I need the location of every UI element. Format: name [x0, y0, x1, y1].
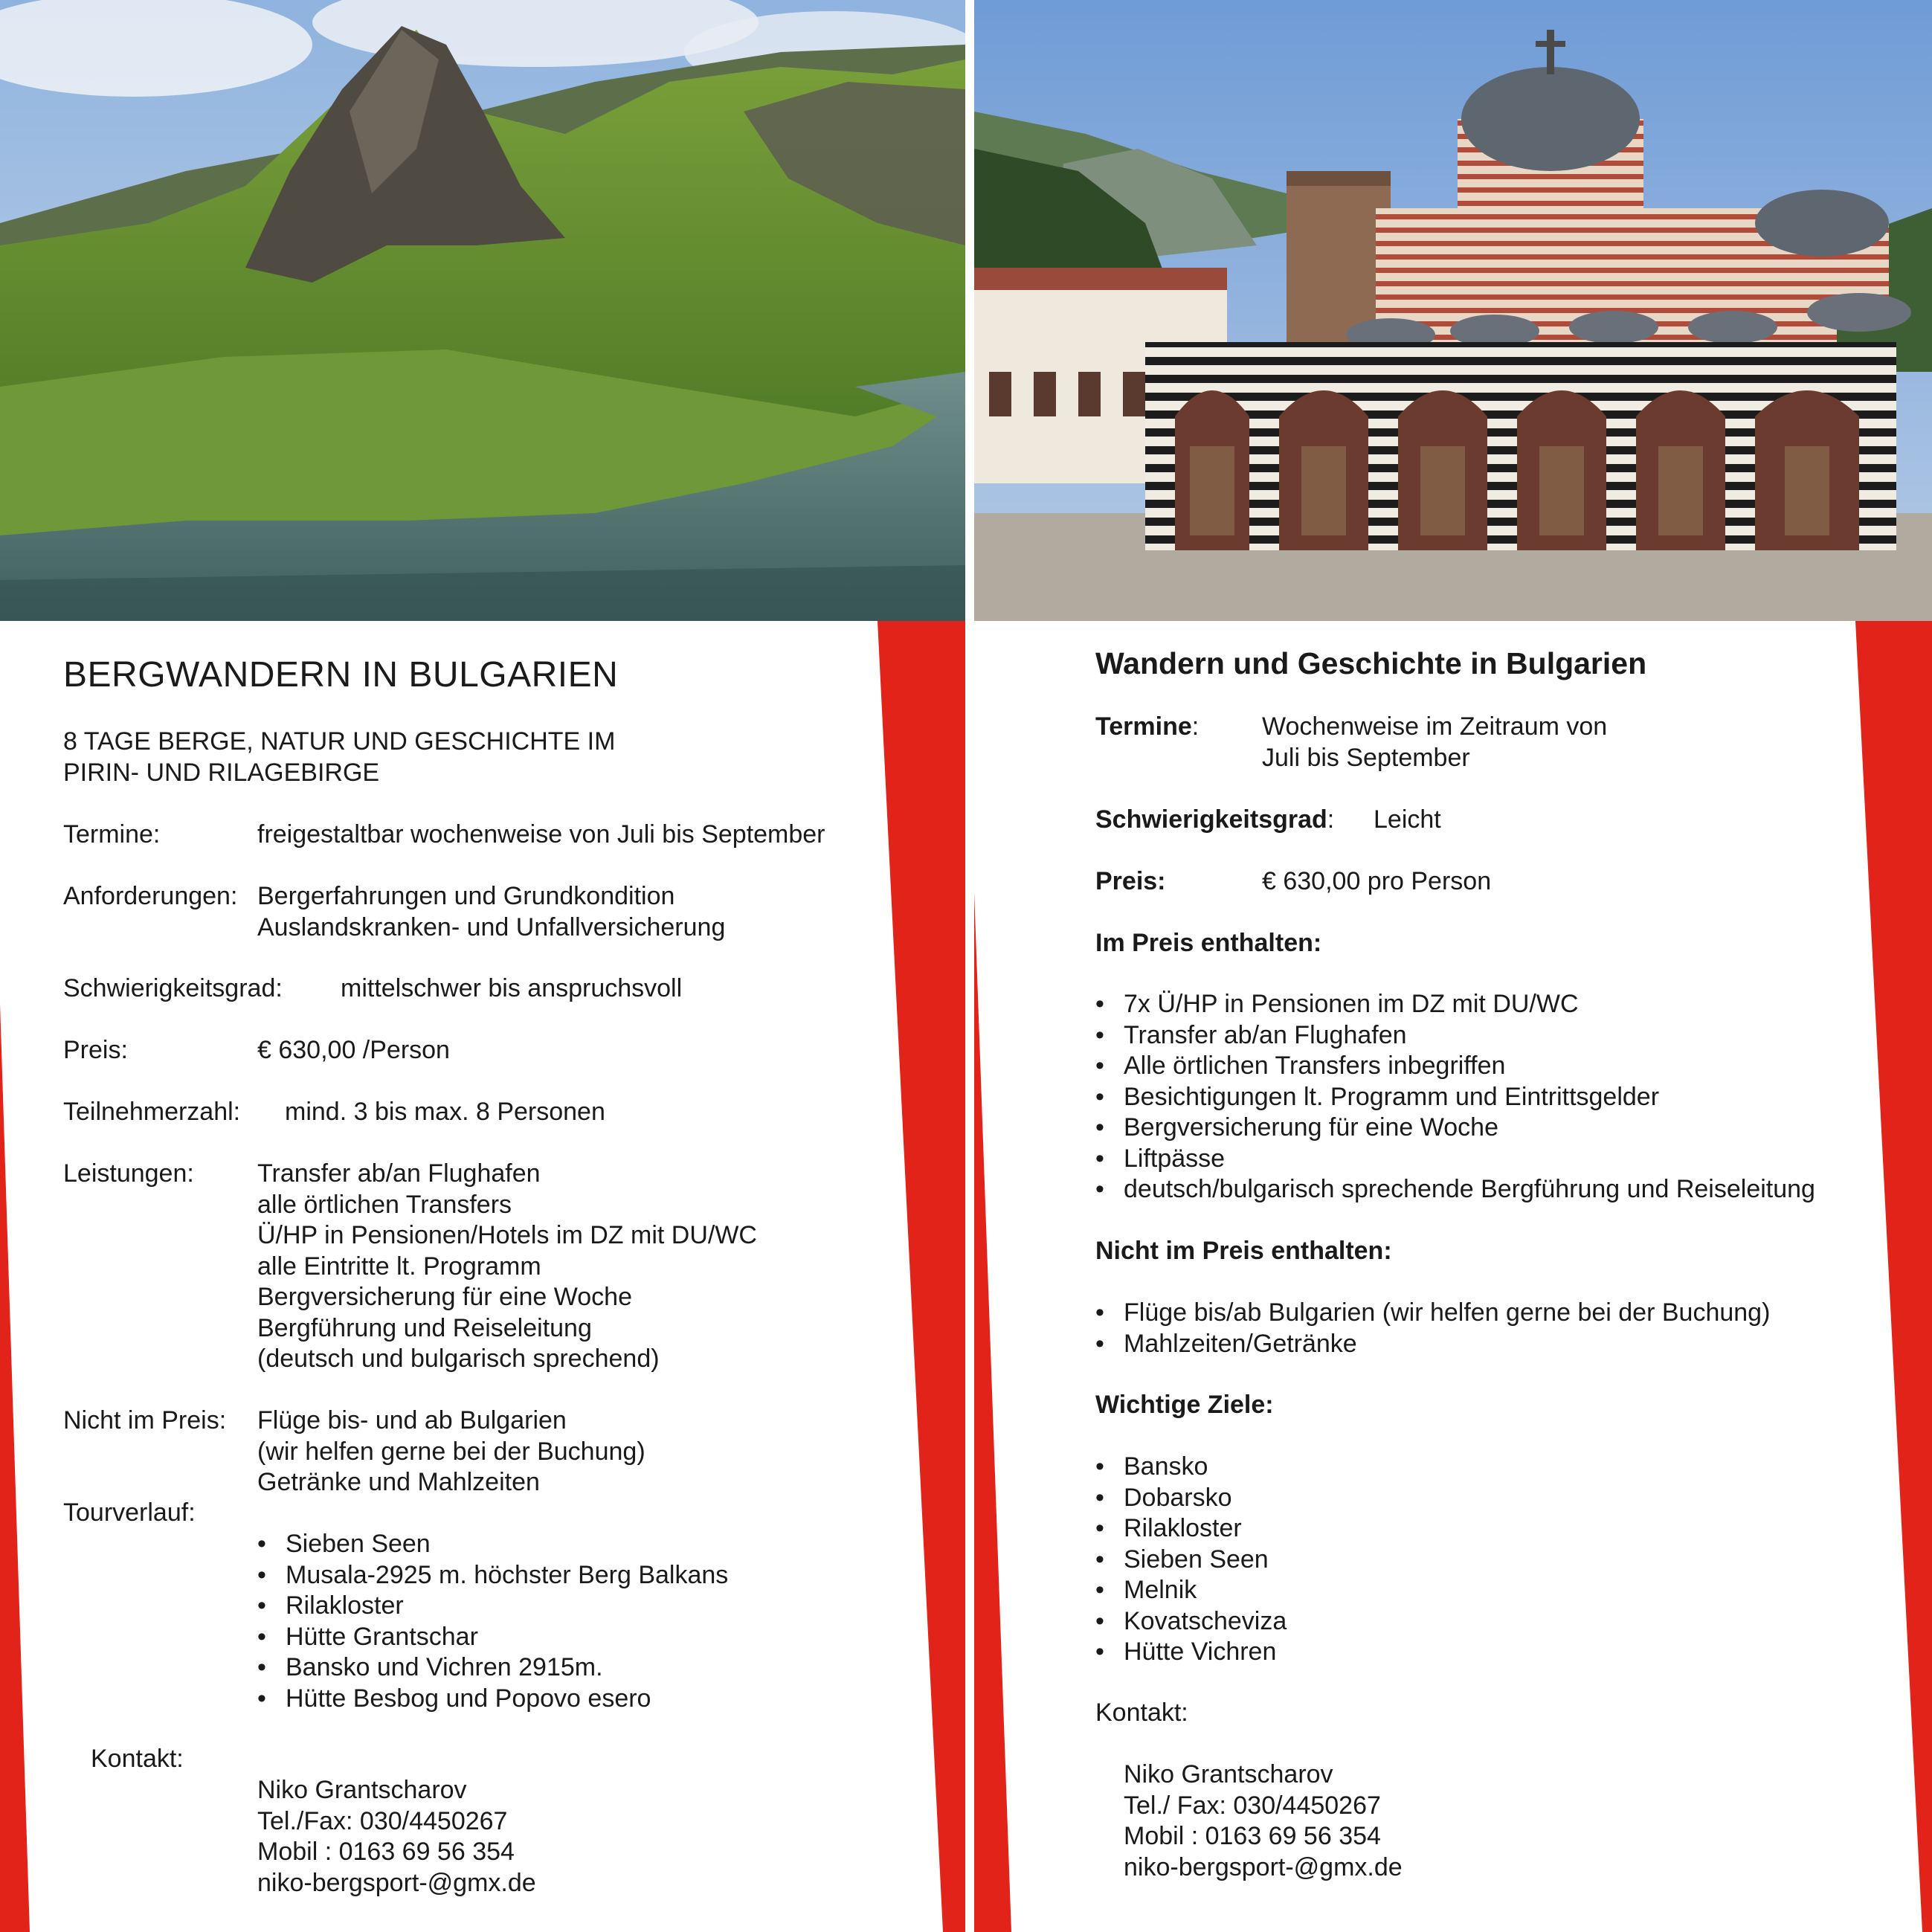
list-item: • Alle örtlichen Transfers inbegriffen	[1095, 1051, 1815, 1082]
left-leistungen-label: Leistungen:	[63, 1159, 194, 1188]
list-item: • Transfer ab/an Flughafen	[1095, 1020, 1815, 1052]
list-item: • Sieben Seen	[1095, 1545, 1287, 1576]
left-anforderungen-label: Anforderungen:	[63, 882, 238, 910]
panel-gap	[965, 0, 974, 1932]
list-item: • Rilakloster	[257, 1591, 728, 1622]
left-leistungen-line: Ü/HP in Pensionen/Hotels im DZ mit DU/WC	[257, 1221, 757, 1249]
left-teilnehmer-label: Teilnehmerzahl:	[63, 1098, 241, 1126]
left-teilnehmer-value: mind. 3 bis max. 8 Personen	[285, 1098, 605, 1126]
left-nicht-im-preis-value	[257, 1405, 645, 1498]
left-subtitle	[63, 727, 615, 788]
rila-monastery-photo	[974, 0, 1932, 621]
left-nicht-im-preis-label: Nicht im Preis:	[63, 1406, 227, 1434]
right-kontakt-label: Kontakt:	[1095, 1698, 1188, 1727]
right-termine-label	[1095, 712, 1199, 743]
left-kontakt-mobil: Mobil : 0163 69 56 354	[257, 1838, 515, 1866]
right-preis-label: Preis:	[1095, 867, 1166, 895]
right-schwierigkeit-label-text: Schwierigkeitsgrad	[1095, 805, 1327, 834]
right-panel-left-red-wedge	[974, 892, 1011, 1932]
list-item: • Dobarsko	[1095, 1483, 1287, 1514]
left-schwierigkeit-label: Schwierigkeitsgrad:	[63, 974, 283, 1002]
list-item: • Liftpässe	[1095, 1144, 1815, 1175]
right-im-preis-heading: Im Preis enthalten:	[1095, 929, 1322, 957]
left-anforderungen-value	[257, 881, 725, 943]
list-item: • Flüge bis/ab Bulgarien (wir helfen gerne bei der Buchung)	[1095, 1298, 1770, 1329]
list-item: • Hütte Grantschar	[257, 1622, 728, 1653]
right-nicht-im-preis-heading: Nicht im Preis enthalten:	[1095, 1237, 1392, 1265]
list-item: • Hütte Vichren	[1095, 1637, 1287, 1668]
right-title: Wandern und Geschichte in Bulgarien	[1095, 646, 1647, 680]
right-termine-line: Wochenweise im Zeitraum von	[1262, 712, 1608, 741]
right-kontakt-email: niko-bergsport-@gmx.de	[1124, 1852, 1403, 1881]
left-anforderungen-line: Bergerfahrungen und Grundkondition	[257, 882, 675, 910]
list-item: • Kovatscheviza	[1095, 1606, 1287, 1638]
left-tourverlauf-label: Tourverlauf:	[63, 1498, 196, 1527]
list-item: • Besichtigungen lt. Programm und Eintrittsgelder	[1095, 1082, 1815, 1113]
right-kontakt-tel: Tel./ Fax: 030/4450267	[1124, 1791, 1381, 1820]
right-ziele-heading: Wichtige Ziele:	[1095, 1391, 1274, 1419]
right-kontakt-mobil: Mobil : 0163 69 56 354	[1124, 1822, 1381, 1850]
list-item: • Bergversicherung für eine Woche	[1095, 1112, 1815, 1144]
left-kontakt-tel: Tel./Fax: 030/4450267	[257, 1806, 508, 1835]
left-leistungen-line: Transfer ab/an Flughafen	[257, 1159, 541, 1188]
list-item: • 7x Ü/HP in Pensionen im DZ mit DU/WC	[1095, 989, 1815, 1020]
left-tourverlauf-list	[257, 1529, 728, 1714]
right-panel-right-red-wedge	[1855, 621, 1932, 1932]
right-schwierigkeit-label	[1095, 805, 1334, 836]
left-kontakt-email: niko-bergsport-@gmx.de	[257, 1868, 536, 1897]
left-nicht-im-preis-line: Getränke und Mahlzeiten	[257, 1468, 540, 1496]
list-item: • deutsch/bulgarisch sprechende Bergführung und Reiseleitung	[1095, 1174, 1815, 1205]
list-item: • Mahlzeiten/Getränke	[1095, 1329, 1770, 1360]
list-item: • Melnik	[1095, 1575, 1287, 1606]
list-item: • Sieben Seen	[257, 1529, 728, 1560]
left-kontakt-name: Niko Grantscharov	[257, 1776, 467, 1804]
left-leistungen-line: alle Eintritte lt. Programm	[257, 1252, 541, 1281]
left-leistungen-line: alle örtlichen Transfers	[257, 1190, 512, 1219]
left-nicht-im-preis-line: (wir helfen gerne bei der Buchung)	[257, 1437, 645, 1466]
right-schwierigkeit-value: Leicht	[1374, 805, 1441, 834]
list-item: • Bansko und Vichren 2915m.	[257, 1652, 728, 1684]
left-leistungen-value	[257, 1159, 757, 1375]
left-schwierigkeit-value: mittelschwer bis anspruchsvoll	[341, 974, 683, 1002]
right-ziele-list	[1095, 1452, 1287, 1668]
right-schwierigkeit-colon: :	[1327, 805, 1335, 834]
right-termine-colon: :	[1191, 712, 1200, 741]
right-preis-value: € 630,00 pro Person	[1262, 867, 1492, 895]
mountain-lake-photo	[0, 0, 965, 621]
left-kontakt-value	[257, 1775, 536, 1899]
left-preis-label: Preis:	[63, 1036, 128, 1064]
right-kontakt-value	[1124, 1759, 1403, 1883]
list-item: • Hütte Besbog und Popovo esero	[257, 1684, 728, 1715]
right-termine-label-text: Termine	[1095, 712, 1192, 741]
left-nicht-im-preis-line: Flüge bis- und ab Bulgarien	[257, 1406, 567, 1434]
right-termine-line: Juli bis September	[1262, 743, 1470, 772]
right-im-preis-list	[1095, 989, 1815, 1205]
left-title: BERGWANDERN IN BULGARIEN	[63, 655, 619, 695]
right-kontakt-name: Niko Grantscharov	[1124, 1760, 1333, 1788]
list-item: • Bansko	[1095, 1452, 1287, 1483]
list-item: • Musala-2925 m. höchster Berg Balkans	[257, 1560, 728, 1591]
left-panel-right-red-wedge	[878, 621, 965, 1932]
left-subtitle-line: 8 TAGE BERGE, NATUR UND GESCHICHTE IM	[63, 727, 616, 756]
left-leistungen-line: Bergführung und Reiseleitung	[257, 1313, 592, 1342]
left-leistungen-line: (deutsch und bulgarisch sprechend)	[257, 1345, 660, 1373]
left-termine-value: freigestaltbar wochenweise von Juli bis September	[257, 820, 825, 849]
left-preis-value: € 630,00 /Person	[257, 1036, 450, 1064]
left-subtitle-line: PIRIN- UND RILAGEBIRGE	[63, 758, 380, 787]
right-nicht-im-preis-list	[1095, 1298, 1770, 1359]
right-termine-value	[1262, 712, 1607, 773]
left-kontakt-label: Kontakt:	[91, 1745, 184, 1773]
left-panel-left-red-wedge	[0, 1004, 30, 1932]
list-item: • Rilakloster	[1095, 1513, 1287, 1545]
left-leistungen-line: Bergversicherung für eine Woche	[257, 1283, 632, 1311]
left-termine-label: Termine:	[63, 820, 161, 849]
left-anforderungen-line: Auslandskranken- und Unfallversicherung	[257, 912, 726, 941]
